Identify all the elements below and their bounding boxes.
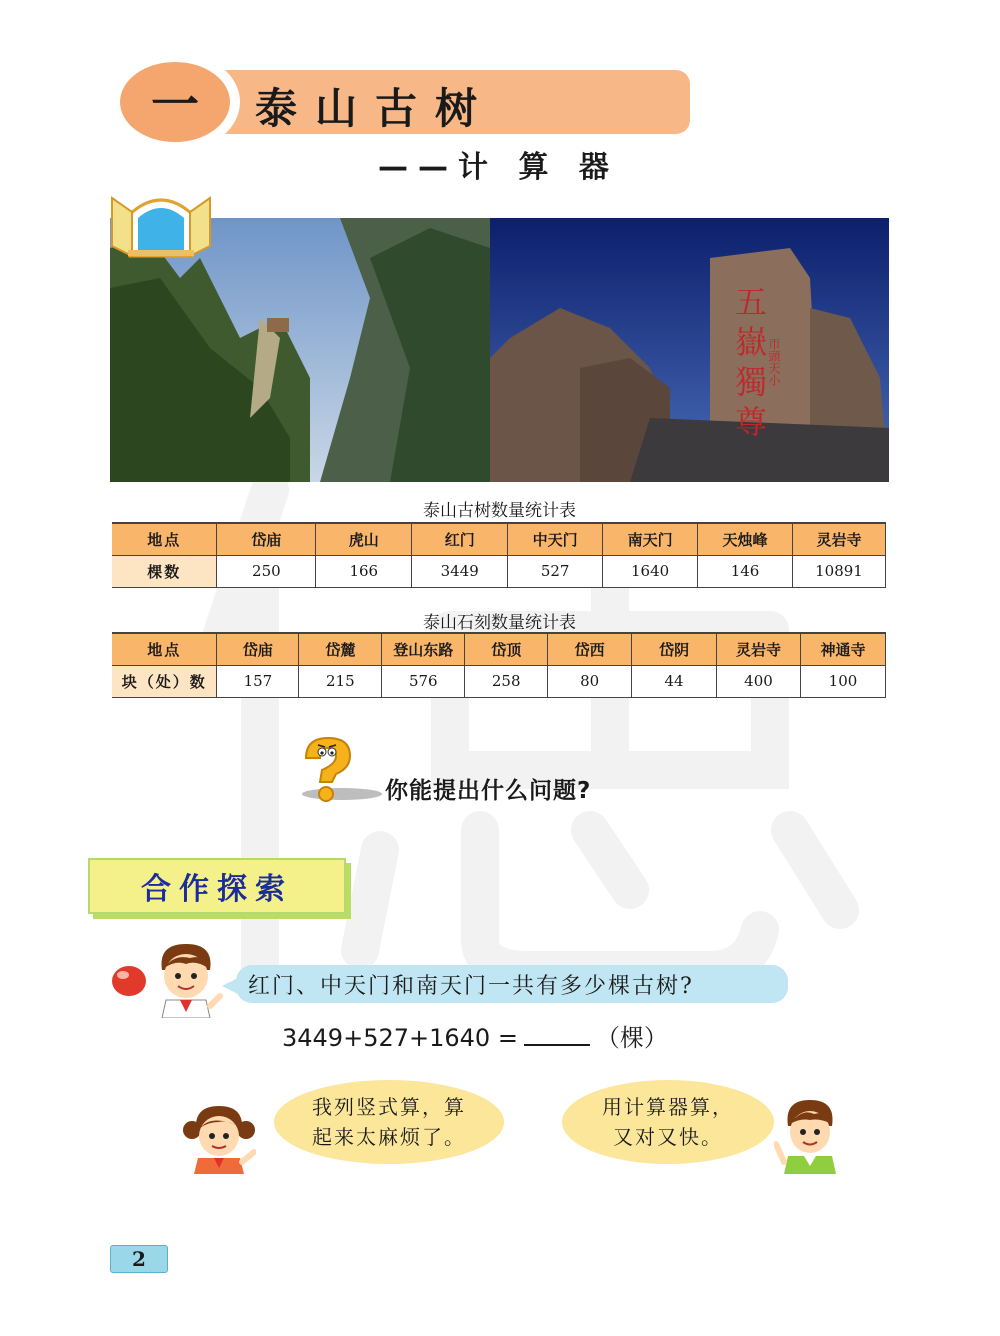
boy-character-icon (148, 940, 224, 1018)
question-mark-icon (292, 736, 384, 808)
section-label-cooperative-exploration (88, 858, 346, 914)
lesson-number-badge (110, 52, 240, 152)
lesson-title: 泰山古树 (255, 84, 496, 133)
table1-cell: 1640 (603, 555, 698, 587)
table2-cell: 100 (800, 665, 885, 697)
table2-col: 岱庙 (217, 633, 299, 665)
boy-pointing-character-icon (774, 1096, 844, 1174)
red-ball-icon (110, 964, 148, 998)
table2-col: 登山东路 (382, 633, 465, 665)
equation-text: 3449+527+1640 = (282, 1024, 518, 1052)
table2-cell: 258 (465, 665, 548, 697)
table1-cell: 146 (698, 555, 793, 587)
table2-col: 岱顶 (465, 633, 548, 665)
page-number: 2 (110, 1245, 168, 1273)
table2-cell: 400 (717, 665, 801, 697)
stone-carvings-table (112, 632, 886, 698)
table2-col: 岱阴 (632, 633, 717, 665)
table1-cell: 3449 (412, 555, 508, 587)
table1-cell: 166 (316, 555, 412, 587)
ancient-trees-table (112, 522, 886, 588)
taishan-landscape-image (110, 218, 889, 482)
table2-col: 岱麓 (299, 633, 382, 665)
girl-character-icon (182, 1100, 256, 1174)
boy-speech-bubble (562, 1080, 774, 1164)
carving-char-3: 獨 (735, 363, 768, 401)
table1-col: 中天门 (508, 523, 603, 555)
table1-cell: 10891 (792, 555, 885, 587)
table2-cell: 80 (548, 665, 632, 697)
table1-col: 灵岩寺 (792, 523, 885, 555)
table1-col: 天烛峰 (698, 523, 793, 555)
table1-col: 岱庙 (217, 523, 316, 555)
lesson-subtitle: ——计 算 器 (378, 150, 619, 185)
table2-cell: 215 (299, 665, 382, 697)
table2-row-label: 块（处）数 (112, 665, 217, 697)
table2-value-row (112, 665, 886, 697)
addition-equation (282, 1018, 668, 1053)
question-bubble-text: 红门、中天门和南天门一共有多少棵古树? (248, 973, 694, 999)
table2-col: 岱西 (548, 633, 632, 665)
girl-speech-bubble (274, 1080, 504, 1164)
carving-char-4: 尊 (735, 403, 768, 441)
table1-cell: 250 (217, 555, 316, 587)
table1-col: 南天门 (603, 523, 698, 555)
table2-header-label: 地点 (112, 633, 217, 665)
table1-caption: 泰山古树数量统计表 (423, 501, 576, 521)
answer-blank (524, 1024, 590, 1046)
table1-header-label: 地点 (112, 523, 217, 555)
section-label-text: 合作探索 (141, 872, 293, 907)
window-icon (108, 186, 214, 258)
boy-speech-line-2: 又对又快。 (613, 1125, 723, 1149)
table1-col: 红门 (412, 523, 508, 555)
table2-col: 神通寺 (800, 633, 885, 665)
table1-row-label: 棵数 (112, 555, 217, 587)
girl-speech-line-1: 我列竖式算，算 (312, 1095, 466, 1119)
table2-cell: 576 (382, 665, 465, 697)
lesson-title-banner (110, 52, 590, 152)
question-bubble (236, 965, 788, 1003)
equation-unit: （棵） (595, 1024, 668, 1052)
lesson-number: 一 (150, 76, 199, 133)
table2-cell: 44 (632, 665, 717, 697)
table2-cell: 157 (217, 665, 299, 697)
carving-char-1: 五 (735, 283, 768, 321)
table2-col: 灵岩寺 (717, 633, 801, 665)
table2-header-row (112, 633, 886, 665)
table1-col: 虎山 (316, 523, 412, 555)
table1-value-row (112, 555, 886, 587)
table1-header-row (112, 523, 886, 555)
boy-speech-line-1: 用计算器算， (602, 1095, 734, 1119)
question-prompt: 你能提出什么问题? (385, 778, 592, 804)
carving-char-2: 嶽 (735, 323, 768, 361)
carving-side-text: 帀頭天小 (767, 338, 781, 386)
girl-speech-line-2: 起来太麻烦了。 (312, 1125, 466, 1149)
table1-cell: 527 (508, 555, 603, 587)
table2-caption: 泰山石刻数量统计表 (423, 613, 576, 633)
taishan-photo (110, 218, 889, 482)
